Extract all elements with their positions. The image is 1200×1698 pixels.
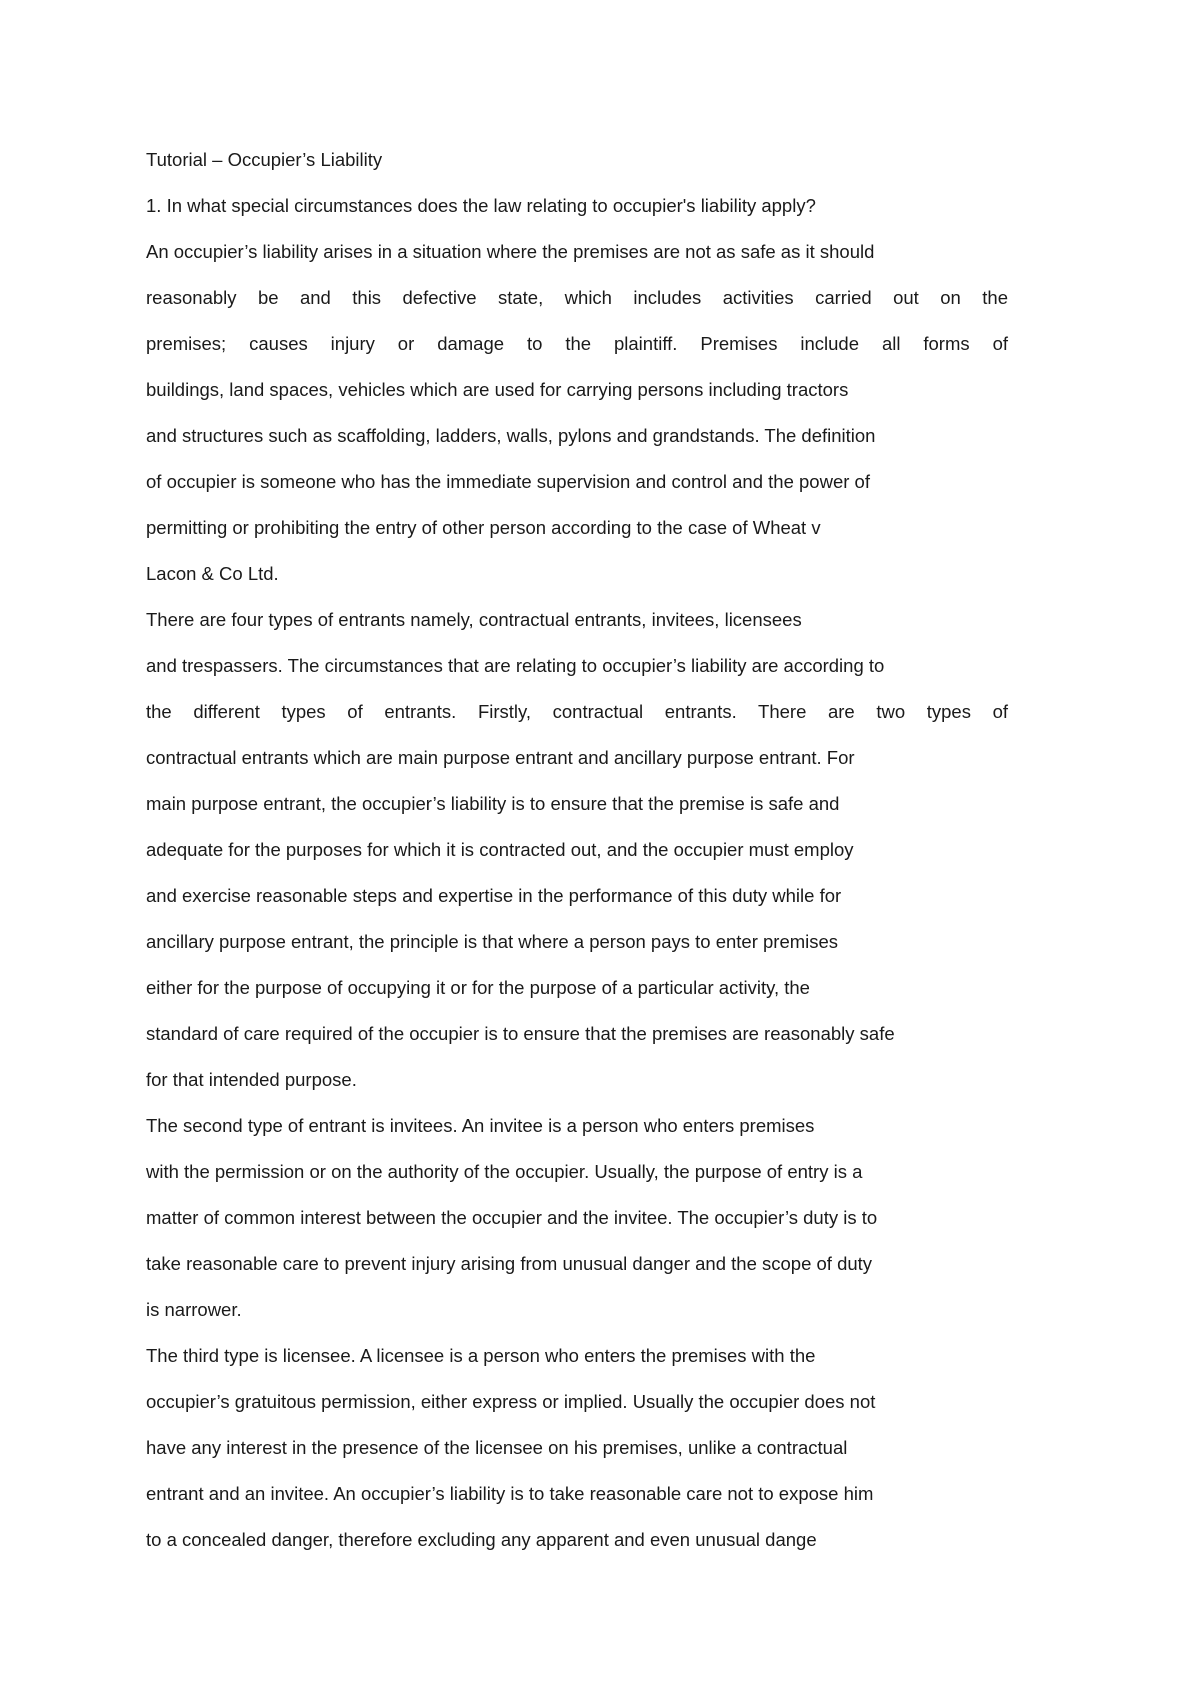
paragraph-line: for that intended purpose. — [146, 1069, 357, 1090]
paragraph-line: and trespassers. The circumstances that are relating to occupier’s liability are according to — [146, 655, 885, 676]
paragraph-line: An occupier’s liability arises in a situation where the premises are not as safe as it should — [146, 241, 875, 262]
paragraph-line: and exercise reasonable steps and expertise in the performance of this duty while for — [146, 885, 842, 906]
paragraph-line: have any interest in the presence of the licensee on his premises, unlike a contractual — [146, 1437, 848, 1458]
paragraph-line: is narrower. — [146, 1299, 242, 1320]
paragraph-line: adequate for the purposes for which it is contracted out, and the occupier must employ — [146, 839, 854, 860]
paragraph-line: and structures such as scaffolding, ladders, walls, pylons and grandstands. The definition — [146, 425, 876, 446]
paragraph-line: Lacon & Co Ltd. — [146, 563, 279, 584]
paragraph-line: to a concealed danger, therefore excluding any apparent and even unusual dange — [146, 1529, 817, 1550]
paragraph-line: matter of common interest between the occupier and the invitee. The occupier’s duty is to — [146, 1207, 878, 1228]
paragraph-line: The second type of entrant is invitees. An invitee is a person who enters premises — [146, 1115, 815, 1136]
paragraph-line: take reasonable care to prevent injury arising from unusual danger and the scope of duty — [146, 1253, 873, 1274]
paragraph-line: the different types of entrants. Firstly, contractual entrants. There are two types of — [146, 701, 1008, 722]
question-heading: 1. In what special circumstances does the law relating to occupier's liability apply? — [146, 195, 816, 216]
paragraph-line: contractual entrants which are main purpose entrant and ancillary purpose entrant. For — [146, 747, 855, 768]
paragraph-line: standard of care required of the occupier is to ensure that the premises are reasonably safe — [146, 1023, 895, 1044]
paragraph-line: The third type is licensee. A licensee is a person who enters the premises with the — [146, 1345, 816, 1366]
document-title: Tutorial – Occupier’s Liability — [146, 149, 383, 170]
paragraph-line: with the permission or on the authority of the occupier. Usually, the purpose of entry is a — [146, 1161, 863, 1182]
paragraph-line: reasonably be and this defective state, which includes activities carried out on the — [146, 287, 1008, 308]
paragraph-line: of occupier is someone who has the immediate supervision and control and the power of — [146, 471, 870, 492]
paragraph-line: entrant and an invitee. An occupier’s liability is to take reasonable care not to expose him — [146, 1483, 874, 1504]
paragraph-line: buildings, land spaces, vehicles which are used for carrying persons including tractors — [146, 379, 849, 400]
paragraph-line: either for the purpose of occupying it or for the purpose of a particular activity, the — [146, 977, 810, 998]
paragraph-line: premises; causes injury or damage to the plaintiff. Premises include all forms of — [146, 333, 1008, 354]
paragraph-line: occupier’s gratuitous permission, either express or implied. Usually the occupier does not — [146, 1391, 876, 1412]
paragraph-line: permitting or prohibiting the entry of other person according to the case of Wheat v — [146, 517, 821, 538]
paragraph-line: There are four types of entrants namely, contractual entrants, invitees, licensees — [146, 609, 802, 630]
paragraph-line: main purpose entrant, the occupier’s liability is to ensure that the premise is safe and — [146, 793, 840, 814]
paragraph-line: ancillary purpose entrant, the principle is that where a person pays to enter premises — [146, 931, 839, 952]
